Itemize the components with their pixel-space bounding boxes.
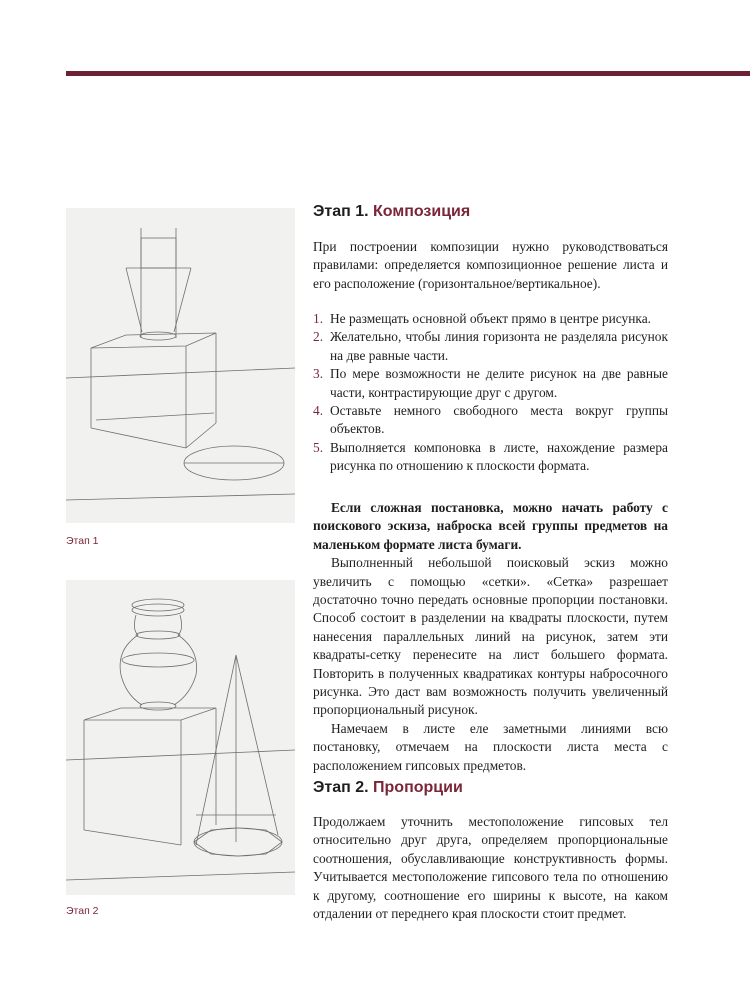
list-item-number: 5. (313, 439, 324, 455)
stage1-intro-block (313, 238, 668, 293)
list-item-text: Выполняется компоновка в листе, нахождение размера рисунка по отношению к плоскости формата. (330, 439, 668, 474)
stage1-body-block (313, 499, 668, 775)
composition-rules-list (313, 310, 668, 476)
list-item (313, 365, 668, 402)
list-item-number: 4. (313, 403, 324, 419)
stage1-heading (313, 203, 470, 221)
stage1-sketch-image (66, 208, 295, 523)
list-item (313, 328, 668, 365)
stage2-heading (313, 779, 463, 797)
stage2-body-block (313, 813, 668, 923)
figure-caption-1: Этап 1 (66, 535, 99, 547)
stage1-intro-paragraph: При построении композиции нужно руководствоваться правилами: определяется композиционное решение листа и его расположение (горизонтальное/вертикальное). (313, 239, 668, 291)
header-rule (66, 71, 750, 76)
stage2-heading-title: Пропорции (373, 779, 463, 796)
list-item (313, 310, 668, 328)
stage2-heading-prefix: Этап 2. (313, 779, 369, 796)
list-item-number: 1. (313, 311, 324, 326)
stage1-paragraph-grid: Выполненный небольшой поисковый эскиз можно увеличить с помощью «сетки». «Сетка» разрешает достаточно точно передать основные пропорции постановки. Способ состоит в разделении на квадраты плоскости, путем нанесения параллельных линий на рисунок, затем эти квадраты-сетку перенесите на лист большего формата. Повторить в полученных квадратиках контуры набросочного рисунка. Это даст вам возможность получить увеличенный пропорциональный рисунок. (313, 555, 668, 718)
stage1-bold-note: Если сложная постановка, можно начать работу с поискового эскиза, наброска всей группы предметов на маленьком формате листа бумаги. (313, 500, 668, 552)
list-item-text: Оставьте немного свободного места вокруг группы объектов. (330, 403, 668, 437)
list-item-text: Желательно, чтобы линия горизонта не разделяла рисунок на две равные части. (330, 329, 668, 363)
list-item-text: Не размещать основной объект прямо в центре рисунка. (330, 311, 652, 326)
stage2-sketch-image (66, 580, 295, 895)
list-item-text: По мере возможности не делите рисунок на две равные части, контрастирующие друг с другом. (330, 366, 668, 400)
stage1-paragraph-placement: Намечаем в листе еле заметными линиями всю постановку, отмечаем на плоскости листа места с расположением гипсовых предметов. (313, 720, 668, 773)
stage1-heading-title: Композиция (373, 203, 471, 220)
list-item (313, 439, 668, 476)
stage1-heading-prefix: Этап 1. (313, 203, 369, 220)
list-item-number: 2. (313, 329, 324, 345)
figure-caption-2: Этап 2 (66, 905, 99, 917)
list-item-number: 3. (313, 366, 324, 382)
stage2-paragraph: Продолжаем уточнить местоположение гипсовых тел относительно друг друга, определяем пропорциональные соотношения, обуславливающие конструктивность формы. Учитывается местоположение гипсового тела по отношению к другому, соотношение его ширины к высоте, на каком отдалении от переднего края плоскости стоит предмет. (313, 814, 668, 922)
list-item (313, 402, 668, 439)
